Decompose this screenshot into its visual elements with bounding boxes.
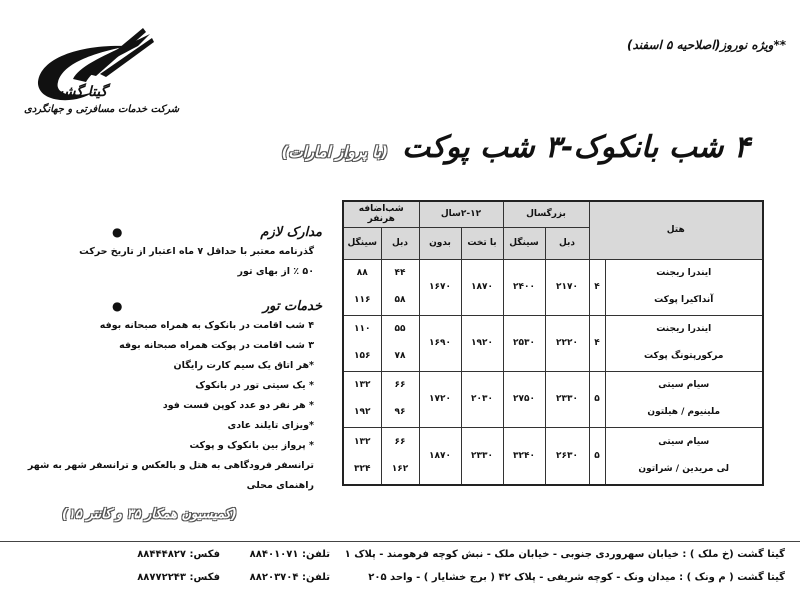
header-with-bed: با تخت [461,227,503,259]
extra-double: ۵۵ ۷۸ [381,315,419,371]
document-item: ۵۰ ٪ از بهای تور [237,266,314,277]
price-with-bed: ۲۰۳۰ [461,371,503,427]
header-child: ۲-۱۲سال [419,201,503,227]
stars-cell: ۴ [589,259,605,315]
branch-address: گیتا گشت (خ ملک ) : خیابان سهروردی جنوبی - خیابان ملک - نبش کوچه فرهومند - پلاک ۱ [344,549,785,560]
branch-phone: تلفن: ۸۸۲۰۳۷۰۴ [249,572,330,583]
stars-cell: ۵ [589,371,605,427]
extra-single: ۸۸ ۱۱۶ [343,259,381,315]
footer-branch-1 [95,549,785,560]
extra-single: ۱۳۲ ۳۲۴ [343,427,381,485]
price-double: ۲۶۳۰ [545,427,589,485]
extra-double: ۶۶ ۹۶ [381,371,419,427]
header-without-bed: بدون [419,227,461,259]
extra-double: ۶۶ ۱۶۲ [381,427,419,485]
service-item: *هر اتاق یک سیم کارت رایگان [173,360,314,371]
extra-single: ۱۱۰ ۱۵۶ [343,315,381,371]
price-without-bed: ۱۸۷۰ [419,427,461,485]
service-item: ۳ شب اقامت در پوکت همراه صبحانه بوفه [119,340,314,351]
price-without-bed: ۱۶۹۰ [419,315,461,371]
table-row [343,371,763,427]
price-double: ۲۱۷۰ [545,259,589,315]
title-note: (با پرواز امارات) [281,143,388,161]
stars-cell: ۴ [589,315,605,371]
price-with-bed: ۱۸۷۰ [461,259,503,315]
header-single: سینگل [503,227,545,259]
price-single: ۲۵۳۰ [503,315,545,371]
hotel-cell: سیام سیتی ملینیوم / هیلتون [605,371,763,427]
header-extra-single: سینگل [343,227,381,259]
header-extra-double: دبل [381,227,419,259]
price-double: ۲۲۲۰ [545,315,589,371]
bullet-icon: ● [112,299,123,313]
bullet-icon: ● [112,225,123,239]
special-note: **ویژه نوروز(اصلاحیه ۵ اسفند) [626,38,786,52]
page-title-block [282,130,750,165]
price-single: ۳۲۴۰ [503,427,545,485]
price-double: ۲۳۳۰ [545,371,589,427]
brand-subtitle: شرکت خدمات مسافرتی و جهانگردی [24,104,180,115]
stars-cell: ۵ [589,427,605,485]
table-row [343,427,763,485]
branch-phone: تلفن: ۸۸۴۰۱۰۷۱ [249,549,330,560]
service-item: راهنمای محلی [246,480,314,491]
price-table [342,200,764,486]
branch-fax: فکس: ۸۸۴۴۴۸۲۷ [137,549,220,560]
commission-note: (کمیسیون همکار ۳۵ و کانتر ۱۵) [62,507,237,522]
document-item: گذرنامه معتبر با حداقل ۷ ماه اعتبار از تاریخ حرکت [79,246,314,257]
extra-single: ۱۳۲ ۱۹۲ [343,371,381,427]
service-item: * پرواز بین بانکوک و پوکت [189,440,314,451]
header-extra-night: شب‌اضافه هرنفر [343,201,419,227]
price-with-bed: ۲۳۳۰ [461,427,503,485]
hotel-cell: ایندرا ریجنت مرکورپتونگ پوکت [605,315,763,371]
price-without-bed: ۱۶۷۰ [419,259,461,315]
hotel-cell: ایندرا ریجنت آنداکیرا پوکت [605,259,763,315]
price-with-bed: ۱۹۲۰ [461,315,503,371]
service-item: *ویزای تایلند عادی [227,420,314,431]
header-double: دبل [545,227,589,259]
service-item: ۴ شب اقامت در بانکوک به همراه صبحانه بوفه [99,320,314,331]
extra-double: ۴۴ ۵۸ [381,259,419,315]
info-column [2,222,322,496]
price-single: ۲۷۵۰ [503,371,545,427]
price-single: ۲۴۰۰ [503,259,545,315]
hotel-cell: سیام سیتی لی مریدین / شراتون [605,427,763,485]
page-title: ۴ شب بانکوک-۳ شب پوکت [401,130,750,165]
table-row [343,315,763,371]
header-hotel: هتل [589,201,763,259]
price-without-bed: ۱۷۲۰ [419,371,461,427]
service-item: * هر نفر دو عدد کوپن فست فود [162,400,314,411]
service-item: * یک سیتی تور در بانکوک [195,380,314,391]
service-item: ترانسفر فرودگاهی به هتل و بالعکس و ترانسفر شهر به شهر [27,460,314,471]
footer-branch-2 [95,572,785,583]
footer-divider [0,541,800,542]
services-heading: خدمات تور ● [112,298,322,314]
table-row [343,259,763,315]
brand-name: گیتا گشت [50,84,108,100]
branch-fax: فکس: ۸۸۷۷۲۲۴۳ [137,572,220,583]
documents-heading: مدارک لازم ● [112,224,322,240]
header-adult: بزرگسال [503,201,589,227]
branch-address: گیتا گشت ( م ونک ) : میدان ونک - کوچه شریفی - پلاک ۴۲ ( برج خشایار ) - واحد ۲۰۵ [368,572,785,583]
